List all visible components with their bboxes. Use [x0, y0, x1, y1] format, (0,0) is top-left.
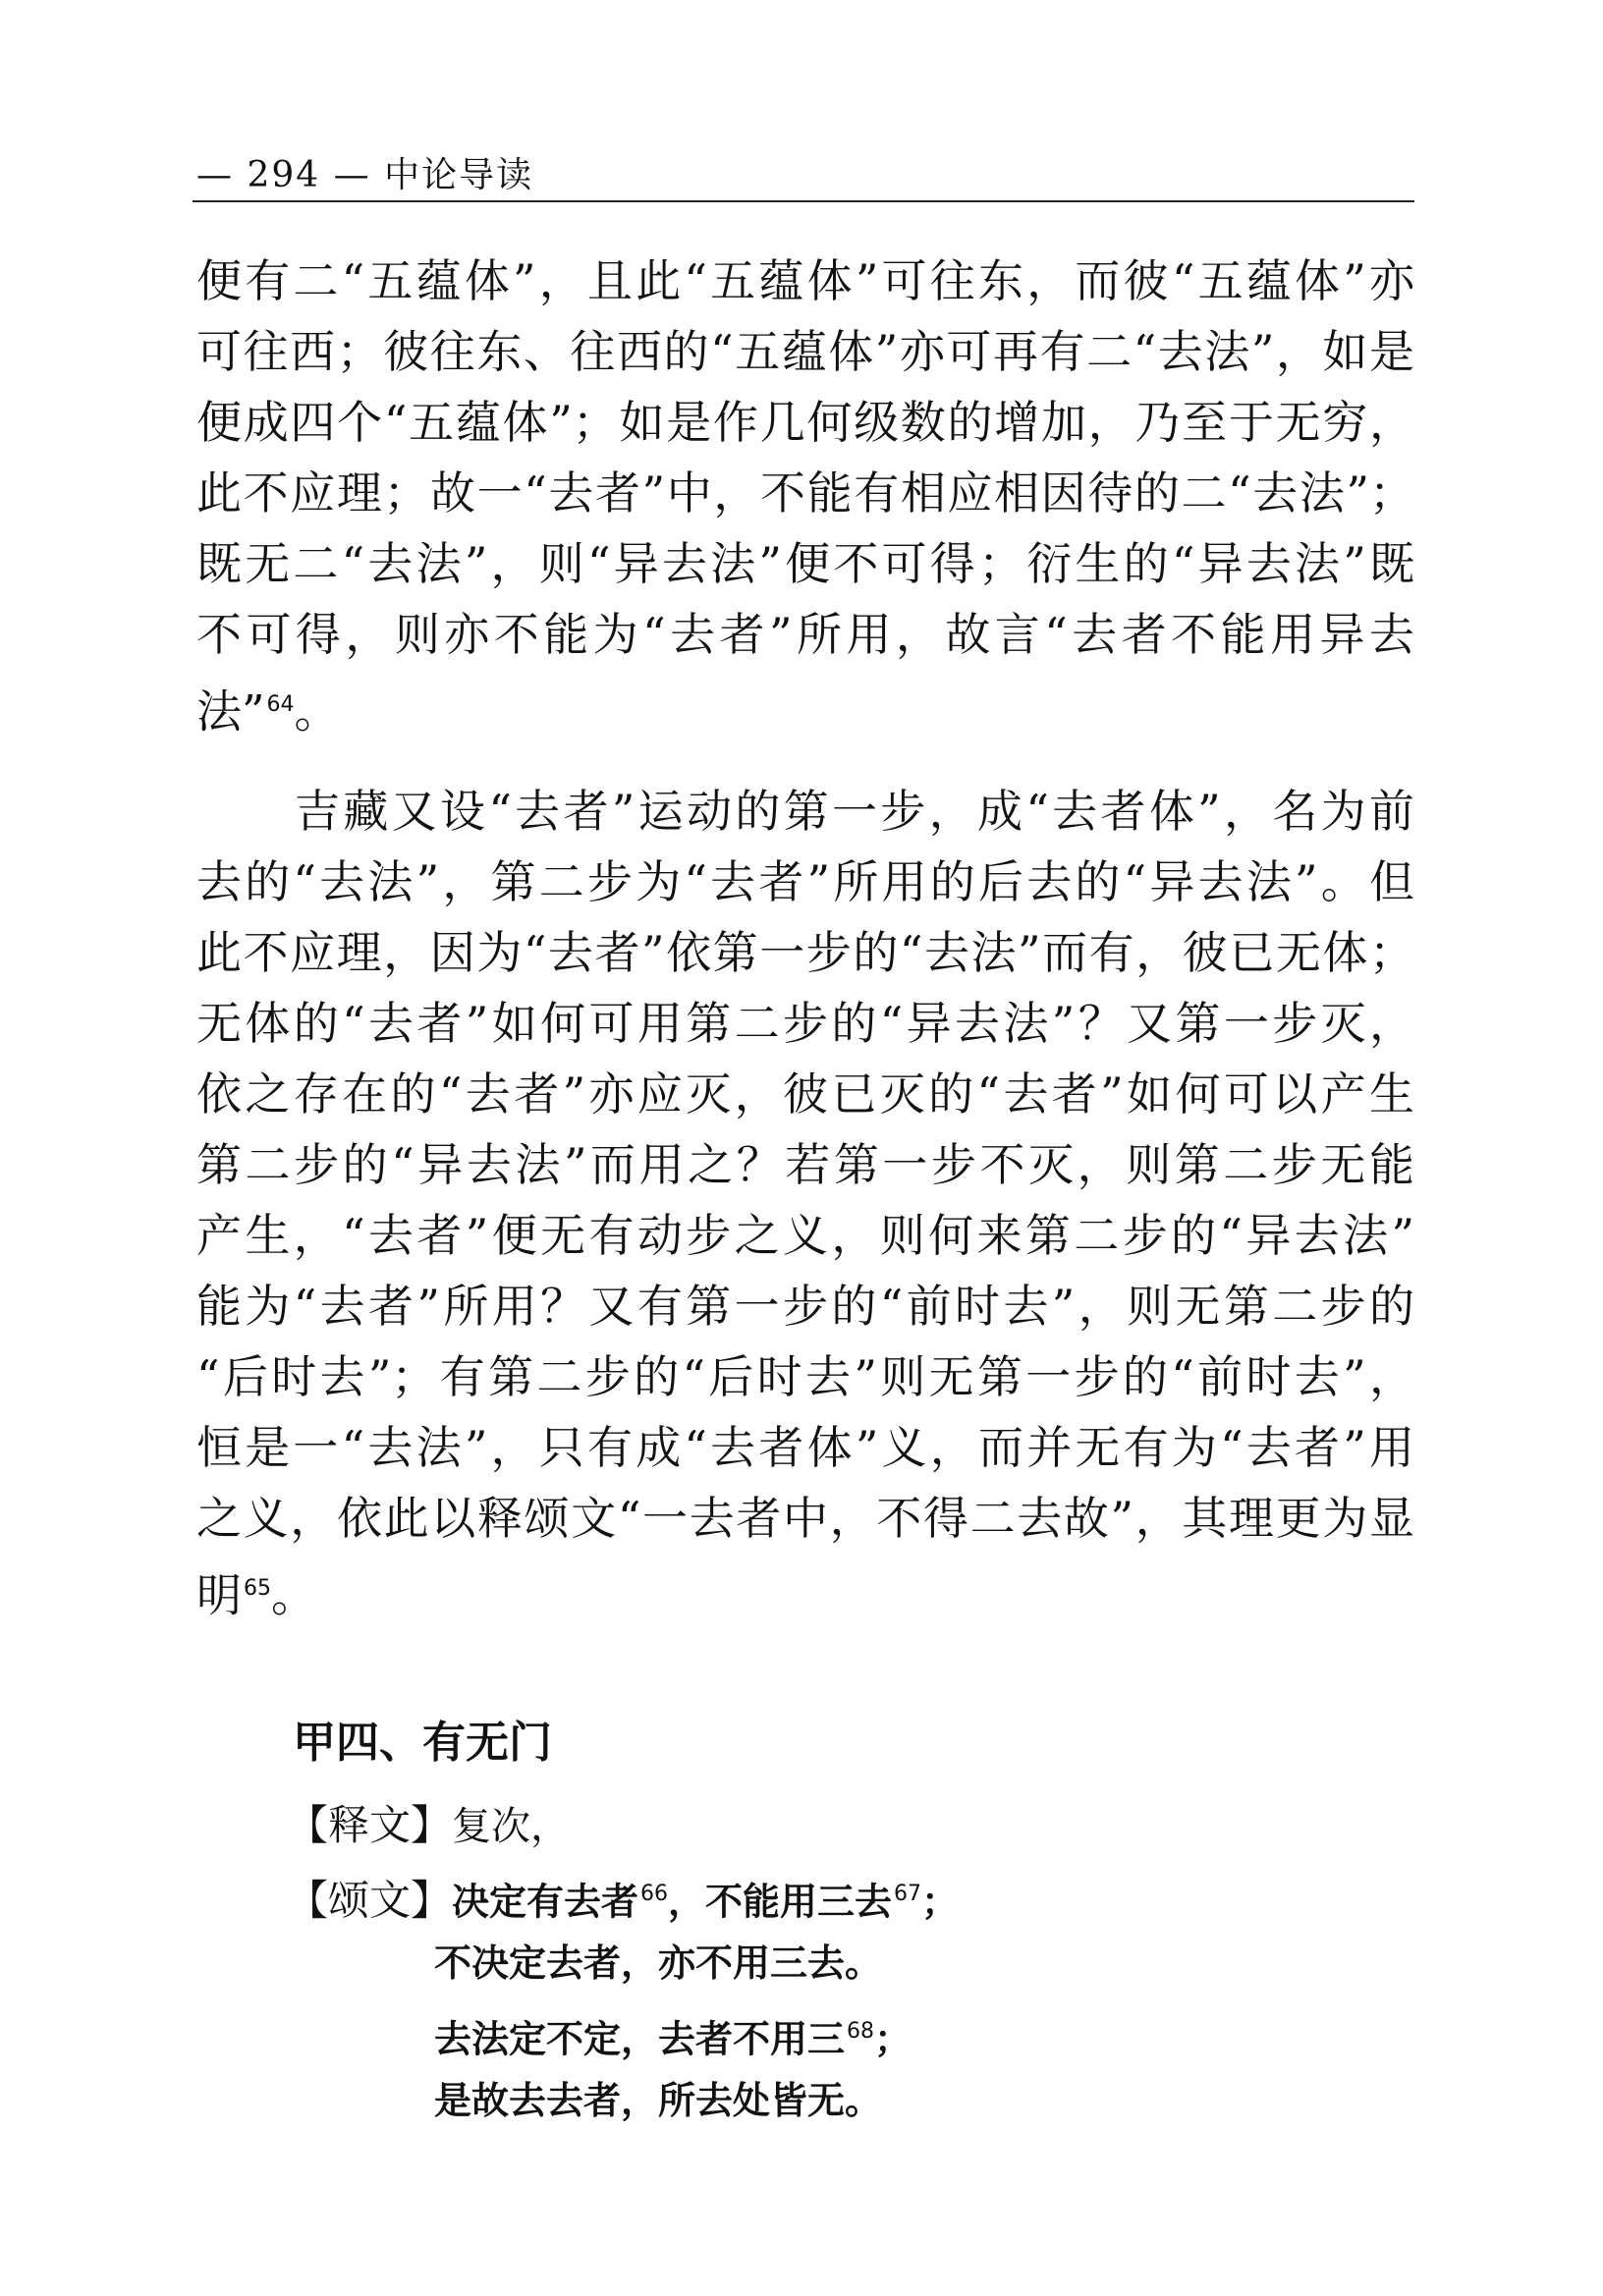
paragraph-line: 去的“去法”，第二步为“去者”所用的后去的“异去法”。但: [196, 855, 1414, 908]
header-rule: [193, 200, 1414, 202]
verse-text: 决定有去者: [452, 1880, 639, 1924]
explanation-line: [287, 1791, 1367, 1860]
paragraph-line: 可往西；彼往东、往西的“五蕴体”亦可再有二“去法”，如是: [196, 325, 1414, 378]
paragraph-line: 不可得，则亦不能为“去者”所用，故言“去者不能用异去: [196, 608, 1414, 661]
paragraph-line: 吉藏又设“去者”运动的第一步，成“去者体”，名为前: [295, 785, 1414, 838]
end-punct: 。: [271, 1568, 316, 1622]
paragraph-line: 无体的“去者”如何可用第二步的“异去法”？又第一步灭，: [196, 997, 1414, 1050]
paragraph-line: 恒是一“去法”，只有成“去者体”义，而并无有为“去者”用: [196, 1421, 1414, 1474]
paragraph-line: 便有二“五蕴体”，且此“五蕴体”可往东，而彼“五蕴体”亦: [196, 254, 1414, 307]
verse-text: 去法定不定，去者不用三: [434, 2017, 846, 2061]
footnote-marker: 64: [266, 692, 295, 717]
footnote-marker: 65: [244, 1576, 271, 1601]
paragraph-line: 能为“去者”所用？又有第一步的“前时去”，则无第二步的: [196, 1280, 1414, 1333]
end-punct: 。: [294, 684, 340, 738]
explanation-text: 复次，: [452, 1804, 571, 1849]
footnote-marker: 67: [894, 1882, 922, 1906]
verse-section: [287, 1791, 1367, 2135]
paragraph-line: 依之存在的“去者”亦应灭，彼已灭的“去者”如何可以产生: [196, 1067, 1414, 1121]
verse-text: ，不能用三去: [668, 1880, 893, 1924]
explanation-tag: 【释文】: [287, 1801, 453, 1849]
verse-text: 是故去去者，所去处皆无。: [434, 2079, 883, 2122]
paragraph-1: [196, 246, 1414, 740]
verse-line-4: [287, 2066, 1367, 2135]
paragraph-line: 既无二“去法”，则“异去法”便不可得；衍生的“异去法”既: [196, 537, 1414, 590]
verse-tag: 【颂文】: [287, 1876, 453, 1925]
paragraph-last-line: [196, 670, 1414, 740]
line-text: 法”: [196, 684, 265, 738]
footnote-marker: 66: [640, 1882, 669, 1906]
paragraph-line: 此不应理，因为“去者”依第一步的“去法”而有，彼已无体；: [196, 926, 1414, 979]
paragraph-line: 产生，“去者”便无有动步之义，则何来第二步的“异去法”: [196, 1209, 1414, 1262]
paragraph-last-line: [196, 1554, 1414, 1624]
verse-text: 不决定去者，亦不用三去。: [434, 1941, 883, 1985]
header-dash-left: —: [196, 155, 234, 195]
paragraph-line: 第二步的“异去法”而用之？若第一步不灭，则第二步无能: [196, 1138, 1414, 1191]
header-dash-right: —: [333, 155, 371, 195]
paragraph-line: 此不应理；故一“去者”中，不能有相应相因待的二“去法”；: [196, 466, 1414, 519]
paragraph-line: 之义，依此以释颂文“一去者中，不得二去故”，其理更为显: [196, 1492, 1414, 1545]
section-heading: 甲四、有无门: [293, 1718, 552, 1768]
verse-line-1: [287, 1860, 1367, 1929]
verse-text: ；: [874, 2017, 912, 2061]
paragraph-line: 便成四个“五蕴体”；如是作几何级数的增加，乃至于无穷，: [196, 396, 1414, 449]
line-text: 明: [196, 1568, 242, 1622]
paragraph-line: “后时去”；有第二步的“后时去”则无第一步的“前时去”，: [196, 1350, 1414, 1403]
verse-line-2: [287, 1929, 1367, 1997]
book-title: 中论导读: [384, 155, 534, 195]
paragraph-2: [196, 776, 1414, 1624]
verse-text: ；: [921, 1880, 960, 1924]
verse-line-3: [287, 1997, 1367, 2066]
page-number: 294: [247, 155, 321, 195]
footnote-marker: 68: [847, 2019, 875, 2044]
running-header: [196, 147, 533, 197]
